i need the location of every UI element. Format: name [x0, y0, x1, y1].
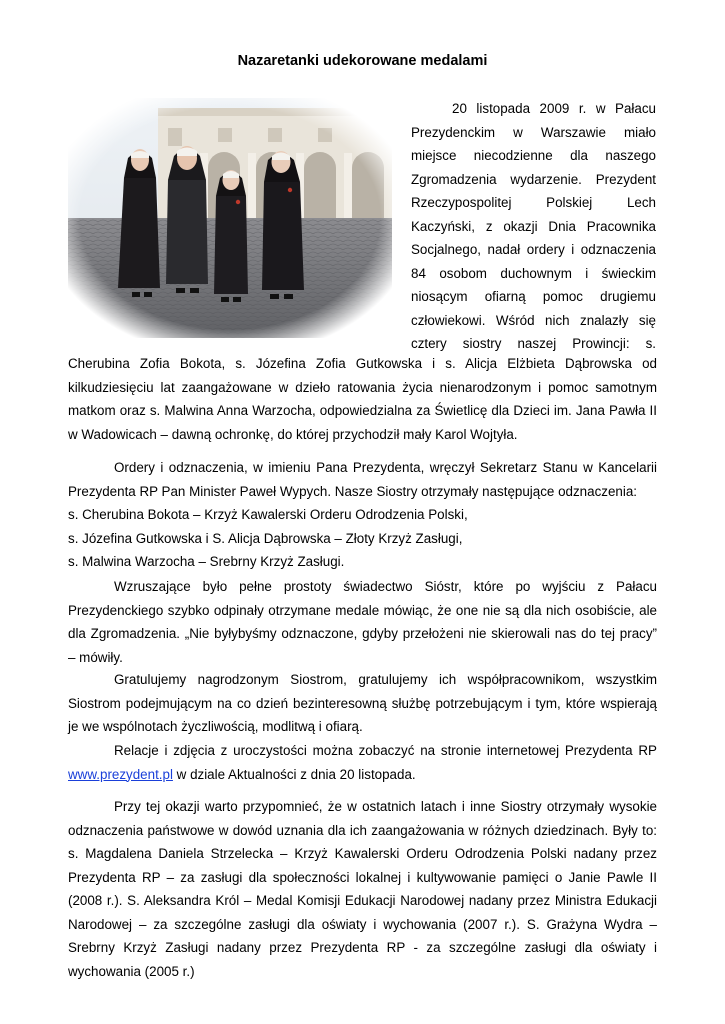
text-line: 20 listopada 2009 r. w Pałacu [452, 101, 656, 116]
text-line: Srebrny Krzyż Zasługi nadany przez Prezydenta RP - za szczególne zasługi dla oświaty i [68, 940, 657, 955]
paragraph-relations [68, 739, 657, 786]
text-line: Prezydenckim w Warszawie miało [411, 124, 656, 140]
text-line: Kaczyński, z okazji Dnia Pracownika [411, 218, 656, 234]
text-line: wychowania (2005 r.) [68, 963, 195, 979]
text-line: – mówiły. [68, 649, 123, 665]
text-line: s. Józefina Gutkowska i S. Alicja Dąbrowska – Złoty Krzyż Zasługi, [68, 530, 463, 546]
text-line: je we wspólnotach życzliwością, modlitwą i ofiarą. [68, 719, 363, 734]
text-line: Prezydenta RP – za zasługi dla społeczności lokalnej i kultywowanie pamięci o Janie Pawle II [68, 869, 657, 885]
text-line: Prezydenta RP Pan Minister Paweł Wypych. Nasze Siostry otrzymały następujące odznaczenia: [68, 483, 637, 499]
text-line: Zgromadzenia wydarzenie. Prezydent [411, 171, 656, 187]
text-line: Relacje i zdjęcia z uroczystości można zobaczyć na stronie internetowej Prezydenta RP [114, 743, 657, 758]
paragraph-other-awards [68, 795, 657, 983]
text-line: w Wadowicach – dawną ochronkę, do której przychodził mały Karol Wojtyła. [68, 426, 518, 442]
text-line: Gratulujemy nagrodzonym Siostrom, gratulujemy ich współpracownikom, wszystkim [114, 672, 657, 687]
text-line: miejsce niecodzienne dla naszego [411, 148, 656, 163]
text-line: Ordery i odznaczenia, w imieniu Pana Prezydenta, wręczył Sekretarz Stanu w Kancelarii [114, 460, 657, 475]
paragraph-awardees [68, 352, 657, 446]
paragraph-decorations [68, 456, 657, 574]
text-line: kilkudziesięciu lat zaangażowane w dzieło ratowania życia nienarodzonym i pomoc samotnym [68, 379, 657, 395]
text-line: Wzruszające było pełne prostoty świadectwo Sióstr, które po wyjściu z Pałacu [114, 579, 657, 594]
prezydent-link[interactable]: www.prezydent.pl [68, 766, 173, 782]
text-line: Socjalnego, nadał ordery i odznaczenia [411, 242, 656, 257]
text-line: s. Cherubina Bokota – Krzyż Kawalerski Orderu Odrodzenia Polski, [68, 507, 468, 522]
page-title: Nazaretanki udekorowane medalami [237, 53, 488, 69]
text-line: (2008 r.). S. Aleksandra Król – Medal Komisji Edukacji Narodowej nadany przez Ministra Edukacji [68, 893, 657, 908]
text-line: Narodowej – za szczególne zasługi dla oświaty i wychowania (2007 r.). S. Grażyna Wydra – [68, 916, 657, 932]
text-line: Siostrom podejmującym na co dzień bezinteresowną służbę potrzebującym i tym, które wspierają [68, 695, 657, 711]
text-line: s. Magdalena Daniela Strzelecka – Krzyż Kawalerski Orderu Odrodzenia Polski nadany przez [68, 846, 657, 861]
text-line [68, 763, 657, 787]
text-line: człowiekowi. Wśród nich znalazły się [411, 312, 656, 328]
text-line: Rzeczypospolitej Polskiej Lech [411, 195, 656, 210]
text-line: 84 osobom duchownym i świeckim [411, 265, 656, 281]
text-line: niosącym ofiarną pomoc drugiemu [411, 289, 656, 304]
paragraph-congratulations [68, 668, 657, 739]
text-fragment: w dziale Aktualności z dnia 20 listopada. [172, 766, 416, 782]
text-line: s. Malwina Warzocha – Srebrny Krzyż Zasługi. [68, 554, 345, 569]
text-line: Cherubina Zofia Bokota, s. Józefina Zofia Gutkowska i s. Alicja Elżbieta Dąbrowska od [68, 356, 657, 371]
text-line: cztery siostry naszej Prowincji: s. [411, 336, 656, 351]
text-line: Prezydenckiego szybko odpinały otrzymane medale mówiąc, że one nie są dla nich osobiście, ale [68, 602, 657, 618]
nuns-photo [68, 98, 392, 338]
intro-paragraph [411, 97, 656, 356]
paragraph-testimony [68, 575, 657, 669]
text-line: dla Zgromadzenia. „Nie byłybyśmy odznaczone, gdyby przełożeni nie skierowali nas do tej pracy” [68, 626, 657, 641]
text-line: odznaczenia państwowe w dowód uznania dla ich zaangażowania w różnych dziedzinach. Były to: [68, 822, 657, 838]
text-line: matkom oraz s. Malwina Anna Warzocha, odpowiedzialna za Świetlicę dla Dzieci im. Jana Pawła II [68, 403, 657, 418]
text-line: Przy tej okazji warto przypomnieć, że w ostatnich latach i inne Siostry otrzymały wysokie [114, 799, 657, 814]
